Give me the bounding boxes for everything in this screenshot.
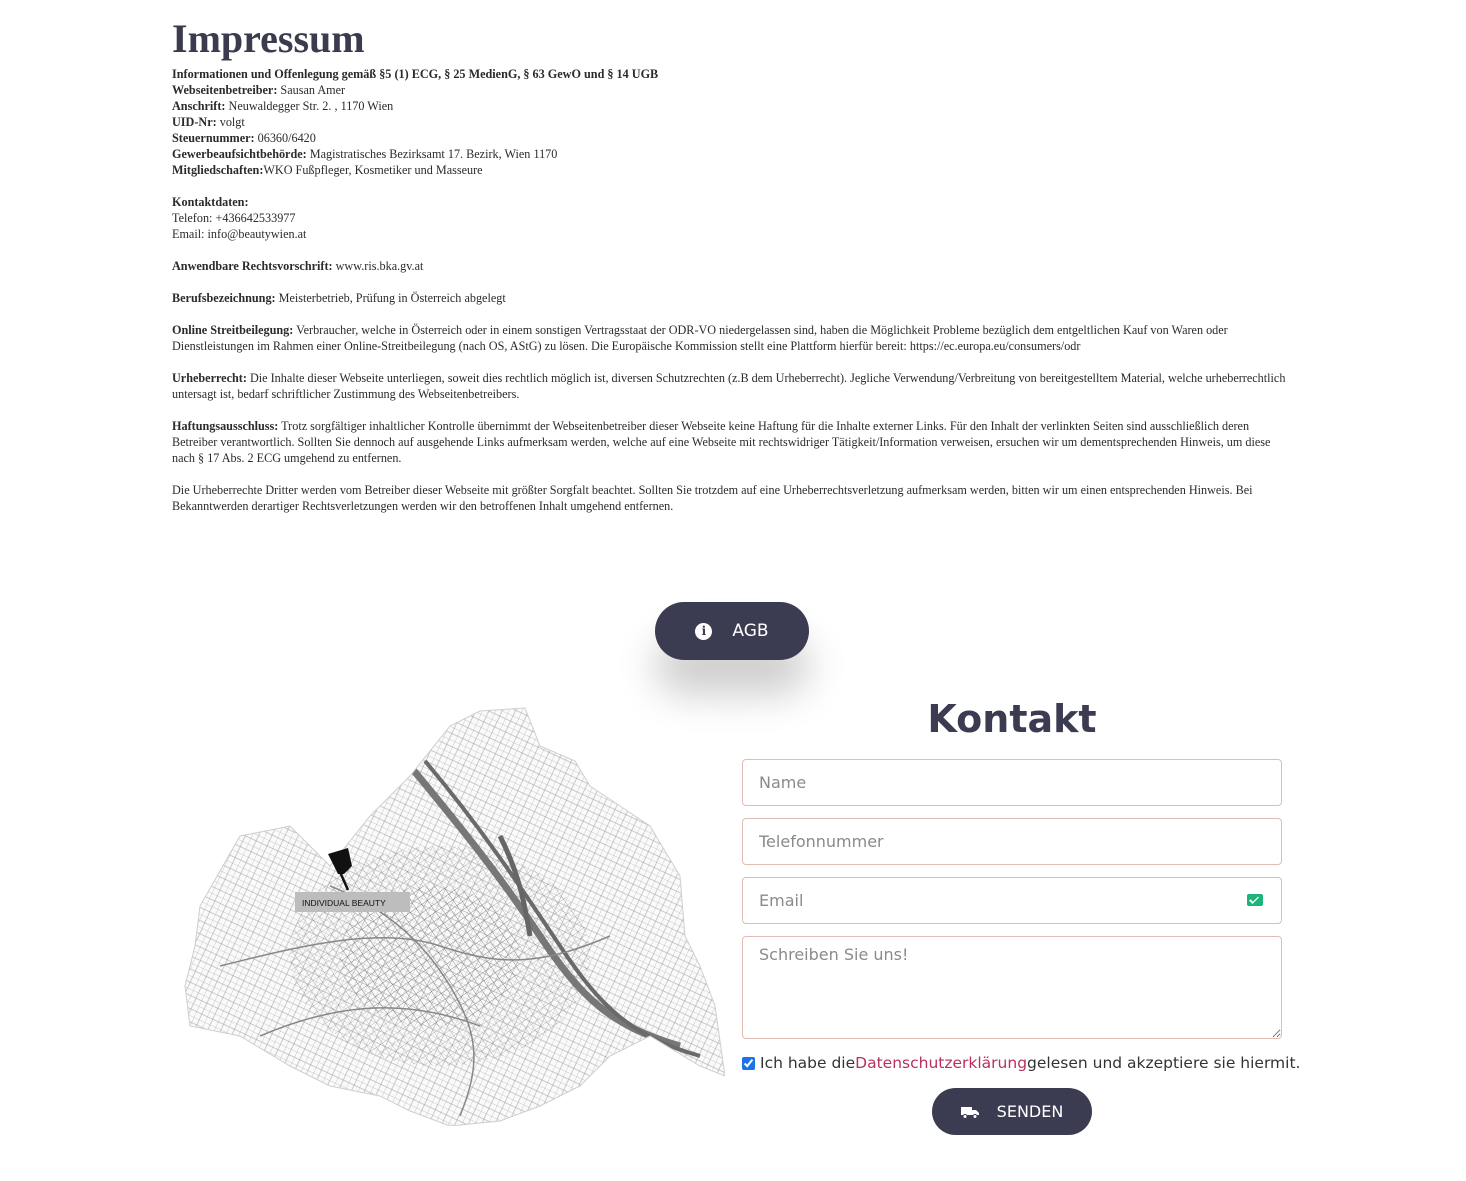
phone-input[interactable] bbox=[742, 818, 1282, 865]
privacy-policy-link[interactable]: Datenschutzerklärung bbox=[855, 1054, 1028, 1072]
map-marker-label: INDIVIDUAL BEAUTY bbox=[302, 898, 386, 908]
send-label: SENDEN bbox=[996, 1102, 1064, 1121]
authority-line: Gewerbeaufsichtbehörde: Magistratisches Bezirksamt 17. Bezirk, Wien 1170 bbox=[172, 147, 558, 161]
page-title: Impressum bbox=[172, 16, 365, 61]
agb-label: AGB bbox=[732, 621, 769, 641]
message-textarea[interactable] bbox=[742, 936, 1282, 1039]
contact-heading: Kontaktdaten: bbox=[172, 195, 249, 209]
email-line: Email: info@beautywien.at bbox=[172, 227, 307, 241]
intro-text: Informationen und Offenlegung gemäß §5 (1) ECG, § 25 MedienG, § 63 GewO und § 14 UGB bbox=[172, 67, 659, 81]
info-icon: i bbox=[695, 623, 712, 640]
consent-text-before: Ich habe die bbox=[760, 1054, 856, 1072]
membership-line: Mitgliedschaften:WKO Fußpfleger, Kosmetiker und Masseure bbox=[172, 163, 483, 177]
third-party-paragraph: Die Urheberrechte Dritter werden vom Betreiber dieser Webseite mit größter Sorgfalt beachtet. Sollten Sie trotzdem auf eine Urheberrechtsverletzung aufmerksam werden, bitten wir um einen entsprechenden Hinweis. Bei Bekanntwerden derartiger Rechtsverletzungen werden wir den betroffenen Inhalt umgehend entfernen. bbox=[172, 483, 1253, 513]
operator-line: Webseitenbetreiber: Sausan Amer bbox=[172, 83, 346, 97]
email-input[interactable] bbox=[742, 877, 1282, 924]
uid-line: UID-Nr: volgt bbox=[172, 115, 245, 129]
tax-line: Steuernummer: 06360/6420 bbox=[172, 131, 316, 145]
liability-paragraph: Haftungsausschluss: Trotz sorgfältiger inhaltlicher Kontrolle übernimmt der Webseitenbetreiber dieser Webseite keine Haftung für die Inhalte externer Links. Für den Inhalt der verlinkten Seiten sind ausschließlich deren Betreiber verantwortlich. Sollten Sie dennoch auf ausgehende Links aufmerksam werden, welche auf eine Webseite mit rechtswidriger Tätigkeit/Information verweisen, ersuchen wir um dementsprechenden Hinweis, um diese nach § 17 Abs. 2 ECG umgehend zu entfernen. bbox=[172, 419, 1271, 465]
send-button[interactable] bbox=[932, 1088, 1092, 1135]
email-extension-icon[interactable] bbox=[1247, 894, 1263, 906]
copyright-paragraph: Urheberrecht: Die Inhalte dieser Webseite unterliegen, soweit dies rechtlich möglich ist, diversen Schutzrechten (z.B dem Urheberrecht). Jegliche Verwendung/Verbreitung von bereitgestelltem Material, welche urheberrechtlich untersagt ist, bedarf schriftlicher Zustimmung des Webseitenbetreibers. bbox=[172, 371, 1286, 401]
consent-text-after: gelesen und akzeptiere sie hiermit. bbox=[1027, 1054, 1301, 1072]
shipping-truck-icon bbox=[961, 1105, 979, 1119]
phone-line: Telefon: +436642533977 bbox=[172, 211, 296, 225]
contact-title: Kontakt bbox=[927, 697, 1097, 741]
consent-row bbox=[742, 1054, 1302, 1072]
dispute-paragraph: Online Streitbeilegung: Verbraucher, welche in Österreich oder in einem sonstigen Vertragsstaat der ODR-VO niedergelassen sind, haben die Möglichkeit Probleme bezüglich dem entgeltlichen Kauf von Waren oder Dienstleistungen im Rahmen einer Online-Streitbeilegung (nach OS, AStG) zu lösen. Die Europäische Kommission stellt eine Plattform hierfür bereit: https://ec.europa.eu/consumers/odr bbox=[172, 323, 1228, 353]
law-line: Anwendbare Rechtsvorschrift: www.ris.bka.gv.at bbox=[172, 259, 424, 273]
profession-line: Berufsbezeichnung: Meisterbetrieb, Prüfung in Österreich abgelegt bbox=[172, 291, 506, 305]
vienna-map bbox=[180, 706, 725, 1126]
consent-checkbox[interactable] bbox=[742, 1057, 755, 1070]
address-line: Anschrift: Neuwaldegger Str. 2. , 1170 Wien bbox=[172, 99, 394, 113]
name-input[interactable] bbox=[742, 759, 1282, 806]
agb-button[interactable] bbox=[655, 602, 809, 660]
impressum-section bbox=[172, 16, 1294, 514]
map-graphic bbox=[180, 706, 725, 1126]
